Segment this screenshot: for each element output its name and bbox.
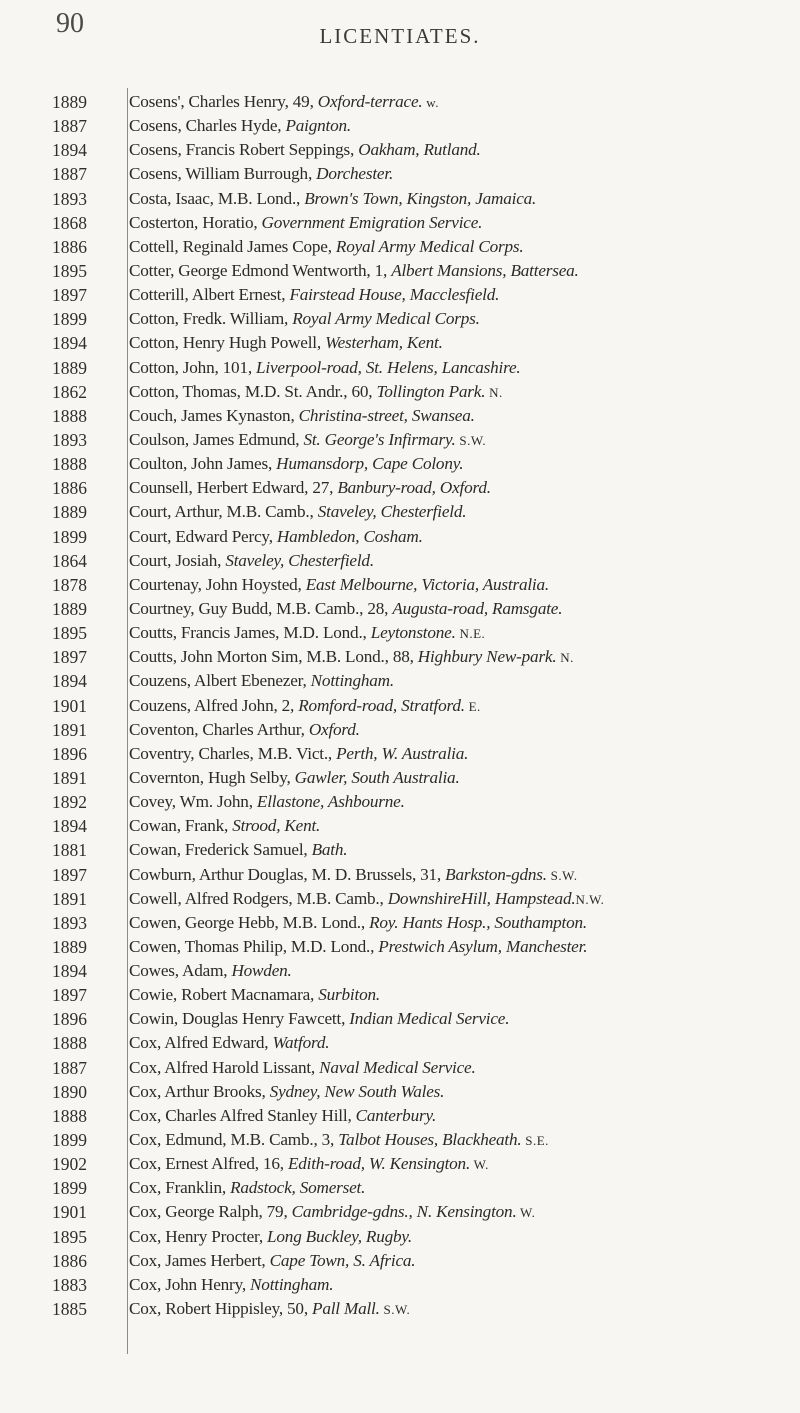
entry-name: Cox, Charles Alfred Stanley Hill,: [129, 1105, 356, 1125]
entry-address: Humansdorp, Cape Colony.: [276, 454, 464, 474]
list-item: [52, 887, 800, 911]
entry-year: 1894: [52, 671, 87, 692]
entry-district: N.E.: [455, 626, 486, 642]
entry-year: 1902: [52, 1154, 87, 1175]
entry-text: [112, 863, 799, 887]
entry-list: [52, 90, 800, 1321]
entry-text: [112, 887, 799, 911]
entry-name: Cowburn, Arthur Douglas, M. D. Brussels, 31,: [129, 864, 446, 884]
entry-name: Cowell, Alfred Rodgers, M.B. Camb.,: [129, 888, 388, 908]
entry-name: Coutts, Francis James, M.D. Lond.,: [129, 623, 371, 643]
entry-year: 1887: [52, 116, 87, 137]
entry-text: [112, 959, 799, 983]
entry-address: St. George's Infirmary.: [303, 429, 456, 449]
entry-address: DownshireHill, Hampstead.: [387, 888, 576, 908]
entry-text: [112, 1128, 799, 1152]
entry-district: E.: [464, 698, 481, 714]
entry-year: 1897: [52, 647, 87, 668]
entry-name: Cosens, Francis Robert Seppings,: [129, 140, 359, 160]
entry-year: 1891: [52, 767, 87, 788]
list-item: [52, 428, 800, 452]
entry-name: Cosens, Charles Hyde,: [129, 116, 286, 136]
entry-name: Counsell, Herbert Edward, 27,: [129, 478, 338, 498]
entry-text: [112, 935, 799, 959]
entry-address: Canterbury.: [355, 1105, 437, 1125]
list-item: [52, 1152, 800, 1176]
entry-district: S.E.: [521, 1133, 549, 1149]
entry-address: Royal Army Medical Corps.: [335, 236, 524, 256]
entry-year: 1896: [52, 743, 87, 764]
entry-name: Cowen, Thomas Philip, M.D. Lond.,: [129, 936, 379, 956]
entry-district: S.W.: [455, 432, 487, 448]
entry-year: 1893: [52, 188, 87, 209]
list-item: [52, 187, 800, 211]
entry-address: Highbury New-park.: [417, 647, 557, 667]
entry-district: S.W.: [546, 867, 578, 883]
list-item: [52, 259, 800, 283]
entry-name: Covey, Wm. John,: [129, 792, 257, 812]
list-item: [52, 718, 800, 742]
entry-district: N.: [556, 650, 574, 666]
entry-name: Cox, James Herbert,: [129, 1250, 270, 1270]
entry-address: Liverpool-road, St. Helens, Lancashire.: [256, 357, 521, 377]
entry-year: 1888: [52, 1033, 87, 1054]
entry-address: Long Buckley, Rugby.: [267, 1226, 412, 1246]
entry-text: [112, 452, 799, 476]
entry-address: Howden.: [231, 961, 292, 981]
entry-year: 1881: [52, 840, 87, 861]
entry-year: 1891: [52, 888, 87, 909]
entry-address: Sydney, New South Wales.: [269, 1081, 445, 1101]
entry-address: Prestwich Asylum, Manchester.: [378, 936, 588, 956]
entry-text: [112, 331, 799, 355]
entry-text: [112, 1007, 799, 1031]
entry-year: 1894: [52, 140, 87, 161]
entry-district: N.W.: [575, 891, 605, 907]
entry-year: 1895: [52, 623, 87, 644]
entry-text: [112, 476, 799, 500]
list-item: [52, 162, 800, 186]
entry-text: [112, 187, 799, 211]
entry-name: Court, Josiah,: [129, 550, 226, 570]
entry-address: Government Emigration Service.: [261, 212, 483, 232]
entry-text: [112, 814, 799, 838]
entry-name: Cotterill, Albert Ernest,: [129, 285, 290, 305]
entry-text: [112, 90, 799, 114]
entry-name: Couch, James Kynaston,: [129, 405, 299, 425]
entry-year: 1889: [52, 502, 87, 523]
entry-name: Courtney, Guy Budd, M.B. Camb., 28,: [129, 598, 393, 618]
entry-text: [112, 742, 799, 766]
entry-name: Cotton, Henry Hugh Powell,: [129, 333, 326, 353]
list-item: [52, 114, 800, 138]
entry-text: [112, 1200, 799, 1224]
entry-year: 1886: [52, 236, 87, 257]
entry-name: Cox, Arthur Brooks,: [129, 1081, 270, 1101]
entry-year: 1891: [52, 719, 87, 740]
entry-address: Staveley, Chesterfield.: [317, 502, 467, 522]
entry-text: [112, 669, 799, 693]
entry-address: Cambridge-gdns., N. Kensington.: [291, 1202, 517, 1222]
entry-text: [112, 114, 799, 138]
entry-name: Cottell, Reginald James Cope,: [129, 236, 336, 256]
entry-address: Paignton.: [285, 116, 351, 136]
list-item: [52, 549, 800, 573]
list-item: [52, 573, 800, 597]
entry-year: 1895: [52, 260, 87, 281]
list-item: [52, 1080, 800, 1104]
list-item: [52, 525, 800, 549]
entry-name: Cox, Alfred Edward,: [129, 1033, 273, 1053]
entry-text: [112, 235, 799, 259]
list-item: [52, 1007, 800, 1031]
list-item: [52, 742, 800, 766]
entry-text: [112, 838, 799, 862]
entry-address: Oxford-terrace.: [317, 92, 423, 111]
entry-address: Royal Army Medical Corps.: [292, 309, 480, 329]
list-item: [52, 404, 800, 428]
entry-year: 1886: [52, 478, 87, 499]
list-item: [52, 790, 800, 814]
entry-address: Indian Medical Service.: [349, 1009, 510, 1029]
entry-name: Covernton, Hugh Selby,: [129, 767, 295, 787]
entry-text: [112, 573, 799, 597]
entry-text: [112, 1273, 799, 1297]
entry-district: w.: [422, 95, 440, 110]
entry-address: Edith-road, W. Kensington.: [287, 1154, 471, 1174]
list-item: [52, 645, 800, 669]
list-item: [52, 1176, 800, 1200]
entry-name: Coventon, Charles Arthur,: [129, 719, 309, 739]
entry-text: [112, 138, 799, 162]
page-number: 90: [56, 8, 84, 39]
entry-name: Coutts, John Morton Sim, M.B. Lond., 88,: [129, 647, 418, 667]
entry-year: 1889: [52, 598, 87, 619]
entry-address: East Melbourne, Victoria, Australia.: [305, 574, 549, 594]
list-item: [52, 621, 800, 645]
entry-text: [112, 356, 799, 380]
list-item: [52, 307, 800, 331]
entry-address: Leytonstone.: [370, 623, 456, 643]
entry-year: 1885: [52, 1299, 87, 1320]
list-item: [52, 669, 800, 693]
entry-year: 1894: [52, 816, 87, 837]
entry-text: [112, 621, 799, 645]
list-item: [52, 935, 800, 959]
entry-text: [112, 404, 799, 428]
entry-text: [112, 790, 799, 814]
list-item: [52, 1031, 800, 1055]
entry-text: [112, 597, 799, 621]
entry-name: Courtenay, John Hoysted,: [129, 574, 306, 594]
list-item: [52, 1128, 800, 1152]
entry-year: 1901: [52, 1202, 87, 1223]
list-item: [52, 1297, 800, 1321]
entry-name: Cowes, Adam,: [129, 961, 232, 981]
entry-district: S.W.: [379, 1302, 411, 1318]
entry-text: [112, 1176, 799, 1200]
list-item: [52, 863, 800, 887]
entry-year: 1893: [52, 429, 87, 450]
entry-text: [112, 1056, 799, 1080]
entry-address: Augusta-road, Ramsgate.: [392, 598, 563, 618]
entry-text: [112, 1225, 799, 1249]
entry-district: W.: [516, 1205, 536, 1221]
entry-address: Bath.: [311, 840, 348, 860]
entry-year: 1889: [52, 357, 87, 378]
entry-name: Coulton, John James,: [129, 454, 277, 474]
entry-name: Cox, George Ralph, 79,: [129, 1202, 292, 1222]
list-item: [52, 211, 800, 235]
entry-name: Cox, Robert Hippisley, 50,: [129, 1299, 313, 1319]
entry-year: 1901: [52, 695, 87, 716]
entry-year: 1892: [52, 792, 87, 813]
entry-text: [112, 1297, 799, 1321]
entry-text: [112, 380, 799, 404]
entry-text: [112, 645, 799, 669]
entry-text: [112, 1031, 799, 1055]
entry-text: [112, 983, 799, 1007]
running-head: LICENTIATES.: [319, 24, 481, 48]
entry-address: Banbury-road, Oxford.: [337, 478, 491, 498]
entry-name: Costerton, Horatio,: [129, 212, 262, 232]
entry-name: Cox, Ernest Alfred, 16,: [129, 1154, 288, 1174]
list-item: [52, 476, 800, 500]
list-item: [52, 90, 800, 114]
entry-year: 1893: [52, 912, 87, 933]
list-item: [52, 838, 800, 862]
list-item: [52, 380, 800, 404]
entry-name: Cox, Alfred Harold Lissant,: [129, 1057, 320, 1077]
entry-name: Cox, Edmund, M.B. Camb., 3,: [129, 1130, 339, 1150]
entry-year: 1899: [52, 526, 87, 547]
entry-name: Cowen, George Hebb, M.B. Lond.,: [129, 912, 370, 932]
entry-name: Coventry, Charles, M.B. Vict.,: [129, 743, 337, 763]
entry-text: [112, 1249, 799, 1273]
list-item: [52, 1056, 800, 1080]
entry-name: Coulson, James Edmund,: [129, 429, 304, 449]
entry-name: Cowan, Frederick Samuel,: [129, 840, 312, 860]
entry-text: [112, 259, 799, 283]
entry-name: Cox, John Henry,: [129, 1274, 251, 1294]
entry-name: Court, Edward Percy,: [129, 526, 277, 546]
entry-name: Cotton, John, 101,: [129, 357, 257, 377]
entry-address: Christina-street, Swansea.: [298, 405, 475, 425]
entry-text: [112, 283, 799, 307]
list-item: [52, 597, 800, 621]
entry-year: 1899: [52, 1130, 87, 1151]
entry-text: [112, 500, 799, 524]
entry-year: 1862: [52, 381, 87, 402]
entry-name: Cotton, Fredk. William,: [129, 309, 293, 329]
list-item: [52, 1225, 800, 1249]
entry-district: N.: [485, 384, 503, 400]
list-item: [52, 1200, 800, 1224]
entry-name: Couzens, Alfred John, 2,: [129, 695, 299, 715]
entry-year: 1897: [52, 285, 87, 306]
entry-text: [112, 162, 799, 186]
entry-address: Pall Mall.: [312, 1299, 380, 1319]
entry-text: [112, 211, 799, 235]
entry-address: Surbiton.: [318, 985, 380, 1005]
entry-address: Dorchester.: [316, 164, 394, 184]
list-item: [52, 452, 800, 476]
entry-address: Oakham, Rutland.: [358, 140, 481, 160]
list-item: [52, 1249, 800, 1273]
entry-address: Nottingham.: [310, 671, 394, 691]
entry-text: [112, 549, 799, 573]
entry-name: Couzens, Albert Ebenezer,: [129, 671, 311, 691]
list-item: [52, 356, 800, 380]
list-item: [52, 766, 800, 790]
entry-address: Watford.: [272, 1033, 330, 1053]
list-item: [52, 1104, 800, 1128]
entry-address: Radstock, Somerset.: [230, 1178, 366, 1198]
entry-year: 1897: [52, 985, 87, 1006]
entry-text: [112, 766, 799, 790]
entry-year: 1888: [52, 1105, 87, 1126]
entry-year: 1887: [52, 164, 87, 185]
entry-address: Barkston-gdns.: [445, 864, 547, 884]
entry-address: Perth, W. Australia.: [336, 743, 469, 763]
entry-text: [112, 1080, 799, 1104]
entry-text: [112, 718, 799, 742]
entry-year: 1887: [52, 1057, 87, 1078]
entry-year: 1899: [52, 309, 87, 330]
entry-year: 1864: [52, 550, 87, 571]
list-item: [52, 331, 800, 355]
entry-text: [112, 428, 799, 452]
entry-year: 1896: [52, 1009, 87, 1030]
list-item: [52, 1273, 800, 1297]
entry-year: 1890: [52, 1081, 87, 1102]
entry-name: Cowan, Frank,: [129, 816, 233, 836]
list-item: [52, 983, 800, 1007]
entry-text: [112, 525, 799, 549]
entry-year: 1899: [52, 1178, 87, 1199]
list-item: [52, 959, 800, 983]
entry-district: W.: [470, 1157, 489, 1173]
list-item: [52, 138, 800, 162]
entry-year: 1894: [52, 333, 87, 354]
entry-name: Costa, Isaac, M.B. Lond.,: [129, 188, 305, 208]
entry-year: 1888: [52, 405, 87, 426]
entry-year: 1889: [52, 92, 87, 112]
entry-year: 1883: [52, 1274, 87, 1295]
entry-name: Court, Arthur, M.B. Camb.,: [129, 502, 318, 522]
entry-year: 1878: [52, 574, 87, 595]
entry-year: 1894: [52, 961, 87, 982]
entry-address: Oxford.: [308, 719, 360, 739]
list-item: [52, 814, 800, 838]
entry-name: Cosens', Charles Henry, 49,: [129, 92, 318, 111]
entry-year: 1895: [52, 1226, 87, 1247]
entry-year: 1897: [52, 864, 87, 885]
entry-address: Brown's Town, Kingston, Jamaica.: [304, 188, 537, 208]
entry-address: Naval Medical Service.: [319, 1057, 476, 1077]
entry-year: 1889: [52, 936, 87, 957]
entry-year: 1886: [52, 1250, 87, 1271]
entry-name: Cox, Franklin,: [129, 1178, 231, 1198]
list-item: [52, 694, 800, 718]
entry-address: Hambledon, Cosham.: [276, 526, 423, 546]
entry-address: Roy. Hants Hosp., Southampton.: [369, 912, 588, 932]
entry-name: Cox, Henry Procter,: [129, 1226, 268, 1246]
entry-address: Romford-road, Stratford.: [298, 695, 465, 715]
list-item: [52, 283, 800, 307]
entry-address: Staveley, Chesterfield.: [225, 550, 374, 570]
list-item: [52, 500, 800, 524]
entry-name: Cosens, William Burrough,: [129, 164, 317, 184]
entry-year: 1888: [52, 454, 87, 475]
entry-address: Strood, Kent.: [232, 816, 321, 836]
entry-address: Albert Mansions, Battersea.: [391, 260, 579, 280]
list-item: [52, 911, 800, 935]
entry-name: Cotter, George Edmond Wentworth, 1,: [129, 260, 392, 280]
entry-year: 1868: [52, 212, 87, 233]
list-item: [52, 235, 800, 259]
entry-address: Westerham, Kent.: [325, 333, 443, 353]
entry-address: Ellastone, Ashbourne.: [256, 792, 405, 812]
entry-address: Gawler, South Australia.: [294, 767, 460, 787]
entry-text: [112, 1104, 799, 1128]
entry-text: [112, 694, 799, 718]
entry-address: Talbot Houses, Blackheath.: [338, 1130, 522, 1150]
entry-address: Tollington Park.: [376, 381, 486, 401]
entry-address: Fairstead House, Macclesfield.: [289, 285, 500, 305]
entry-address: Nottingham.: [250, 1274, 334, 1294]
entry-text: [112, 307, 799, 331]
entry-name: Cowin, Douglas Henry Fawcett,: [129, 1009, 350, 1029]
entry-name: Cotton, Thomas, M.D. St. Andr., 60,: [129, 381, 377, 401]
entry-text: [112, 911, 799, 935]
entry-address: Cape Town, S. Africa.: [269, 1250, 416, 1270]
entry-text: [112, 1152, 799, 1176]
entry-name: Cowie, Robert Macnamara,: [129, 985, 319, 1005]
